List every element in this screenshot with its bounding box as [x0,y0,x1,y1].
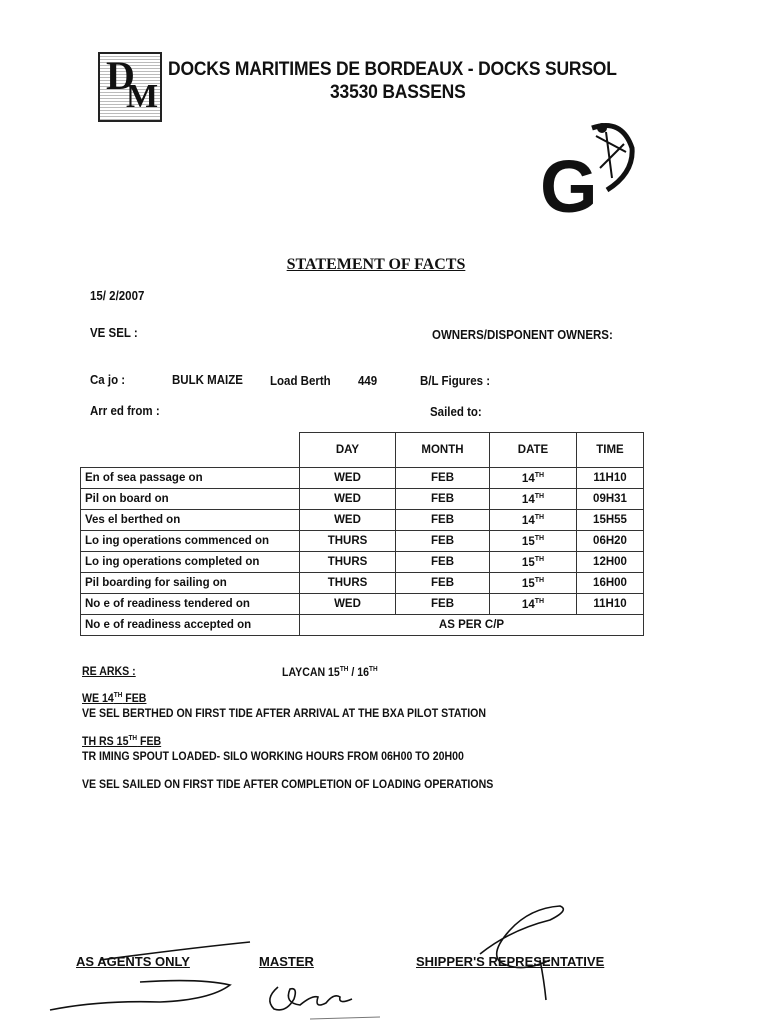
vessel-label: VE SEL : [90,326,138,340]
row-time: 11H10 [577,594,644,615]
row-date: 15TH [490,531,577,552]
remark-line-2: TR IMING SPOUT LOADED- SILO WORKING HOURS FROM 06H00 TO 20H00 [82,751,464,763]
table-row [81,510,644,531]
row-time: 06H20 [577,531,644,552]
row-label: Pil on board on [81,489,300,510]
row-day: WED [300,489,396,510]
row-date: 15TH [490,573,577,594]
table-row [81,573,644,594]
load-berth-label: Load Berth [270,374,331,388]
load-berth-value: 449 [358,374,378,388]
agents-signature-label: AS AGENTS ONLY [76,954,190,969]
table-header-row [81,433,644,468]
row-label: Lo ing operations completed on [81,552,300,573]
table-row [81,531,644,552]
agents-signature-scribble [40,930,270,1020]
logo-letter-d: D [106,53,135,98]
row-time: 15H55 [577,510,644,531]
header-date: DATE [490,433,577,468]
row-label: Ves el berthed on [81,510,300,531]
row-label: No e of readiness tendered on [81,594,300,615]
master-signature-label: MASTER [259,954,314,969]
row-month: FEB [396,573,490,594]
row-label: Lo ing operations commenced on [81,531,300,552]
company-logo [98,52,162,122]
row-time: 12H00 [577,552,644,573]
table-row [81,552,644,573]
table-row [81,615,644,636]
table-row [81,594,644,615]
master-signature-scribble [260,975,410,1023]
remark-day2-heading: TH RS 15TH FEB [82,735,162,748]
document-title: STATEMENT OF FACTS [286,256,466,273]
owners-label: OWNERS/DISPONENT OWNERS: [432,328,613,342]
row-time: 16H00 [577,573,644,594]
row-date: 15TH [490,552,577,573]
row-day: THURS [300,552,396,573]
row-day: THURS [300,531,396,552]
sailed-to-label: Sailed to: [430,405,482,419]
row-label: En of sea passage on [81,468,300,489]
shipper-signature-label: SHIPPER'S REPRESENTATIVE [416,954,605,969]
laycan-text: LAYCAN 15TH / 16TH [282,666,378,679]
company-name: DOCKS MARITIMES DE BORDEAUX - DOCKS SURSOL [168,59,617,80]
row-date: 14TH [490,468,577,489]
row-month: FEB [396,552,490,573]
cargo-value: BULK MAIZE [172,373,243,387]
row-time: 09H31 [577,489,644,510]
ship-emblem-icon [582,118,638,198]
row-month: FEB [396,489,490,510]
arrived-from-label: Arr ed from : [90,404,160,418]
company-address: 33530 BASSENS [330,82,466,103]
logo-letter-m: M [126,78,159,115]
row-month: FEB [396,510,490,531]
table-row [81,489,644,510]
remark-line-3: VE SEL SAILED ON FIRST TIDE AFTER COMPLETION OF LOADING OPERATIONS [82,779,494,791]
row-day: WED [300,510,396,531]
row-day: WED [300,594,396,615]
row-date: 14TH [490,489,577,510]
row-month: FEB [396,531,490,552]
row-date: 14TH [490,510,577,531]
bl-figures-label: B/L Figures : [420,374,491,388]
row-month: FEB [396,468,490,489]
header-day: DAY [300,433,396,468]
remark-line-1: VE SEL BERTHED ON FIRST TIDE AFTER ARRIVAL AT THE BXA PILOT STATION [82,708,487,720]
row-label: Pil boarding for sailing on [81,573,300,594]
cargo-label: Ca jo : [90,373,126,387]
row-time: 11H10 [577,468,644,489]
row-day: THURS [300,573,396,594]
stamp-letter-g: G [540,145,598,228]
row-month: FEB [396,594,490,615]
row-label: No e of readiness accepted on [81,615,300,636]
document-date: 15/ 2/2007 [90,289,145,303]
statement-table [80,432,644,636]
header-time: TIME [577,433,644,468]
remarks-label: RE ARKS : [82,666,136,678]
header-blank [81,433,300,468]
shipper-signature-scribble [440,900,580,1010]
header-month: MONTH [396,433,490,468]
row-date: 14TH [490,594,577,615]
row-day: WED [300,468,396,489]
table-row [81,468,644,489]
remark-day1-heading: WE 14TH FEB [82,692,147,705]
row-merged-value: AS PER C/P [300,615,644,636]
